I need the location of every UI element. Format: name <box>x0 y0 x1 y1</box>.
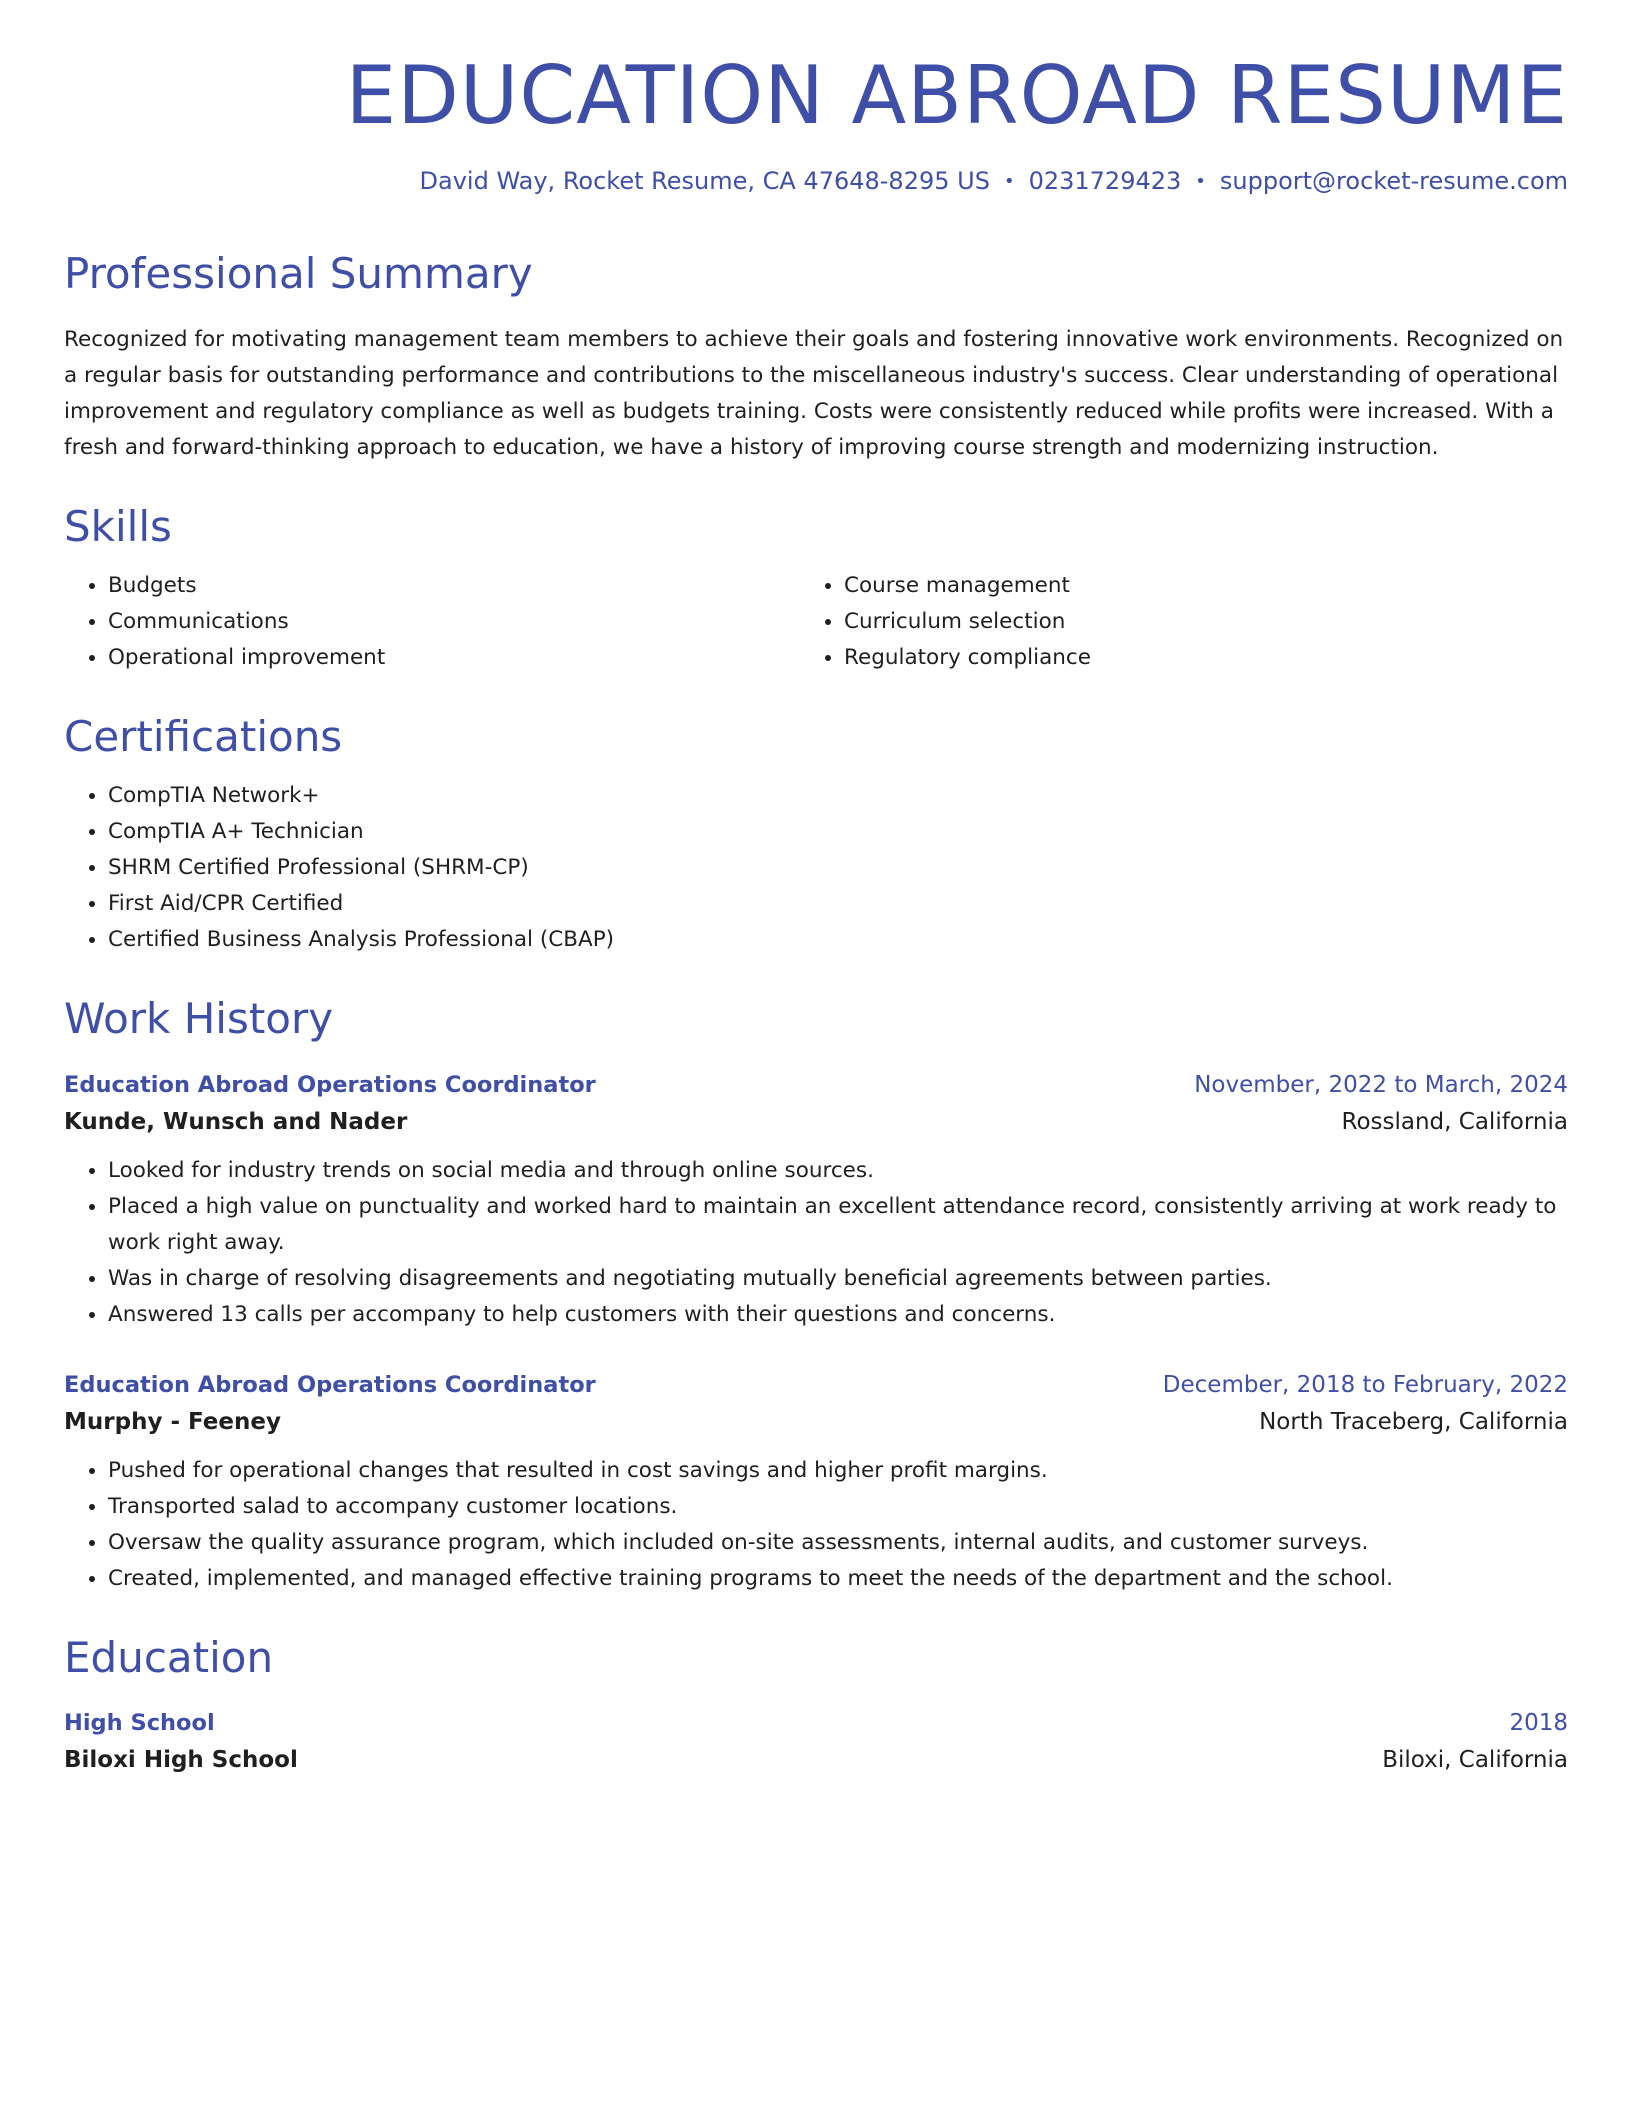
resume-header <box>64 49 1568 197</box>
certification-item: • CompTIA A+ Technician <box>108 814 1568 850</box>
job-location: North Traceberg, California <box>1259 1408 1568 1435</box>
job-dates: November, 2022 to March, 2024 <box>1194 1071 1568 1098</box>
job-bullet: • Transported salad to accompany customer locations. <box>108 1489 1568 1525</box>
certification-item: • SHRM Certified Professional (SHRM-CP) <box>108 850 1568 886</box>
job-location: Rossland, California <box>1341 1108 1568 1135</box>
job-title: Education Abroad Operations Coordinator <box>64 1371 596 1398</box>
job-employer: Kunde, Wunsch and Nader <box>64 1108 408 1135</box>
summary-heading: Professional Summary <box>64 249 533 299</box>
summary-section <box>64 249 1568 465</box>
job-bullets <box>64 1153 1568 1333</box>
job-bullet: • Created, implemented, and managed effective training programs to meet the needs of the department and the school. <box>108 1561 1568 1597</box>
job-bullet: • Answered 13 calls per accompany to help customers with their questions and concerns. <box>108 1297 1568 1333</box>
job-bullet: • Oversaw the quality assurance program, which included on-site assessments, internal audits, and customer surveys. <box>108 1525 1568 1561</box>
skills-list-right <box>800 568 1536 676</box>
job-title: Education Abroad Operations Coordinator <box>64 1071 596 1098</box>
skill-item: • Course management <box>844 568 1536 604</box>
education-degree: High School <box>64 1710 215 1737</box>
job-dates: December, 2018 to February, 2022 <box>1162 1371 1568 1398</box>
contact-separator: • <box>1003 171 1015 193</box>
certification-item: • CompTIA Network+ <box>108 778 1568 814</box>
education-year: 2018 <box>1509 1710 1568 1737</box>
job-employer-row <box>64 1103 1568 1141</box>
work-history-heading: Work History <box>64 994 334 1044</box>
education-school-row <box>64 1741 1568 1779</box>
contact-separator: • <box>1195 171 1206 193</box>
education-location: Biloxi, California <box>1382 1747 1568 1774</box>
skills-heading: Skills <box>64 501 172 551</box>
certification-item: • First Aid/CPR Certified <box>108 886 1568 922</box>
job-entry <box>64 1067 1568 1333</box>
summary-text: Recognized for motivating management team members to achieve their goals and fostering innovative work environments. Recognized on a regular basis for outstanding performance and contributions to the miscellaneous industry's success. Clear understanding of operational improvement and regulatory compliance as well as budgets training. Costs were consistently reduced while profits were increased. With a fresh and forward-thinking approach to education, we have a history of improving course strength and modernizing instruction. <box>64 326 1564 460</box>
job-title-row <box>64 1067 1568 1103</box>
skill-item: • Operational improvement <box>108 640 800 676</box>
skills-list-left <box>64 568 800 676</box>
education-degree-row <box>64 1705 1568 1741</box>
contact-address: David Way, Rocket Resume, CA 47648-8295 US <box>419 167 990 195</box>
job-employer-row <box>64 1403 1568 1441</box>
skill-item: • Communications <box>108 604 800 640</box>
job-bullet: • Was in charge of resolving disagreements and negotiating mutually beneficial agreements between parties. <box>108 1261 1568 1297</box>
contact-phone: 0231729423 <box>1028 167 1182 195</box>
skills-columns <box>64 568 1568 676</box>
education-heading: Education <box>64 1632 274 1682</box>
job-employer: Murphy - Feeney <box>64 1408 281 1435</box>
certifications-section <box>64 712 1568 958</box>
skill-item: • Regulatory compliance <box>844 640 1536 676</box>
job-bullet: • Placed a high value on punctuality and worked hard to maintain an excellent attendance record, consistently arriving at work ready to work right away. <box>108 1189 1568 1261</box>
education-school: Biloxi High School <box>64 1747 298 1774</box>
education-section <box>64 1633 1568 1779</box>
work-history-section <box>64 994 1568 1596</box>
contact-email[interactable]: support@rocket-resume.com <box>1219 167 1568 195</box>
skill-item: • Budgets <box>108 568 800 604</box>
certification-item: • Certified Business Analysis Professional (CBAP) <box>108 922 1568 958</box>
job-bullet: • Pushed for operational changes that resulted in cost savings and higher profit margins. <box>108 1453 1568 1489</box>
skill-item: • Curriculum selection <box>844 604 1536 640</box>
skills-section <box>64 502 1568 676</box>
job-entry <box>64 1367 1568 1597</box>
job-bullet: • Looked for industry trends on social media and through online sources. <box>108 1153 1568 1189</box>
job-bullets <box>64 1453 1568 1597</box>
education-entry <box>64 1705 1568 1779</box>
certifications-heading: Certifications <box>64 711 343 761</box>
certifications-list <box>64 778 1568 958</box>
job-title-row <box>64 1367 1568 1403</box>
resume-title: EDUCATION ABROAD RESUME <box>345 49 1568 142</box>
contact-line <box>64 166 1568 197</box>
